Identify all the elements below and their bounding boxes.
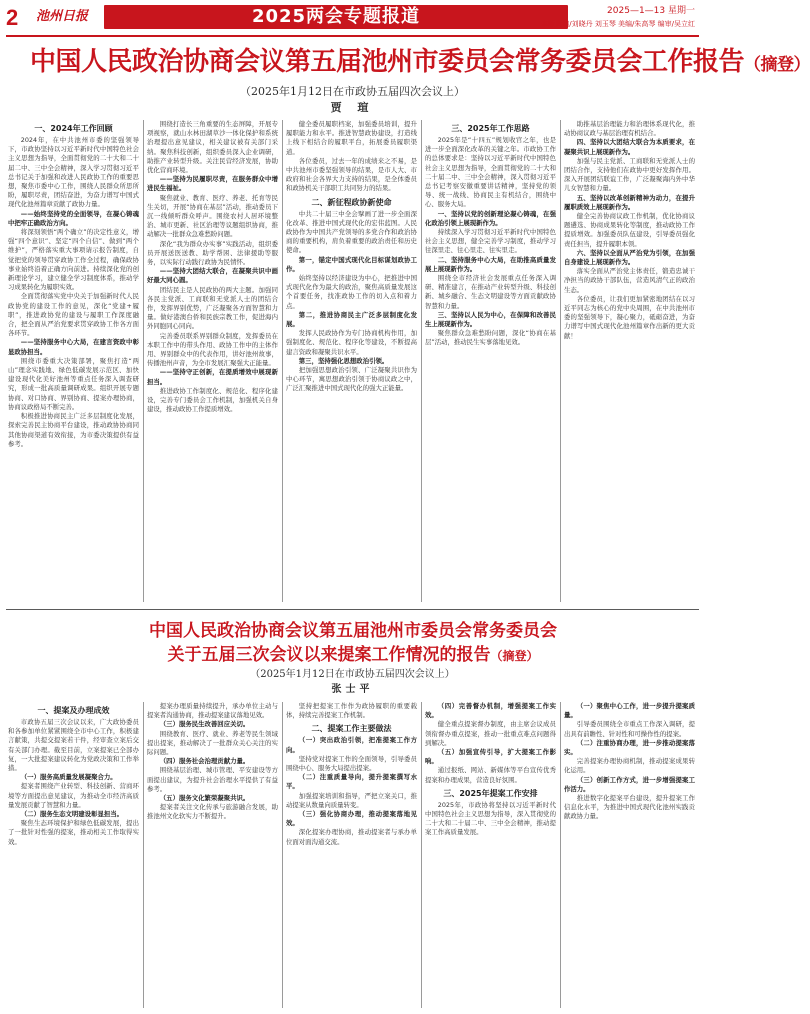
paragraph: 提案者围绕产业转型、科技创新、营商环境等方面提出意见建议，为推动全市经济高质量发展贡献了智慧和力量。	[8, 782, 139, 809]
subsection-heading: 三、坚持以人民为中心，在保障和改善民生上展现新作为。	[425, 310, 556, 329]
subsection-heading: （五）加强宣传引导，扩大提案工作影响。	[425, 748, 556, 766]
subsection-heading: （四）服务社会治理贡献力量。	[159, 757, 250, 766]
subsection-heading: （一）服务高质量发展凝聚合力。	[20, 773, 117, 782]
paragraph: 加强与民主党派、工商联和无党派人士的团结合作，支持他们在政协中更好发挥作用。深入开展团结联谊工作，广泛凝聚海内外中华儿女智慧和力量。	[564, 156, 695, 193]
article1-author: 贾 瑄	[330, 101, 375, 114]
article1-column-4	[425, 120, 556, 602]
section-heading: 一、提案及办理成效	[37, 706, 110, 715]
article1-title	[30, 44, 810, 80]
subsection-heading: 五、坚持以改革创新精神为动力，在提升履职质效上展现新作为。	[564, 193, 695, 211]
subsection-heading: （一）聚焦中心工作，进一步提升提案质量。	[564, 702, 695, 720]
paragraph: 深化提案办理协商，推动提案者与承办单位面对面沟通交流。	[286, 828, 417, 846]
paragraph: 团结民主是人民政协的两大主题。加强同各民主党派、工商联和无党派人士的团结合作，发挥界别优势，广泛凝聚各方面智慧和力量。做好港澳台侨和民族宗教工作，促进海内外同胞同心同向。	[147, 285, 278, 331]
paragraph: 健全重点提案督办制度，由主席会议成员领衔督办重点提案，推动一批重点难点问题得到解决。	[425, 720, 556, 747]
article2-subtitle: （2025年1月12日在市政协五届四次会议上）	[250, 669, 455, 680]
masthead	[0, 0, 705, 36]
column-rule	[143, 120, 144, 602]
subsection-heading: ——始终坚持党的全面领导，在凝心铸魂中把牢正确政治方向。	[8, 209, 139, 227]
paragraph: 聚焦就业、教育、医疗、养老、托育等民生关切，开展“协商在基层”活动，推动委员下沉一线倾听群众呼声。围绕农村人居环境整治、城市更新、社区治理等议题组织协商，推动解决一批群众急难愁盼问题。	[147, 193, 278, 239]
section-heading: 三、2025年工作思路	[451, 124, 530, 133]
section-heading: 一、2024年工作回顾	[34, 124, 113, 133]
paragraph: 将深刻领悟“两个确立”的决定性意义，增强“四个意识”、坚定“四个自信”、做到“两个维护”，严格落实重大事项请示报告制度，自觉把党的领导贯穿政协工作全过程，确保政协事业始终沿着正确方向前进。持续深化党的创新理论学习，建立健全学习制度体系，推动学习成果转化为履职实效。	[8, 228, 139, 292]
paragraph: 围绕打造长三角重要的生态屏障，开展专项视察，就山水林田湖草沙一体化保护和系统治理提出意见建议，相关建议被有关部门采纳。聚焦科技创新，组织委员深入企业调研，助推产业转型升级。关注民营经济发展，协助优化营商环境。	[147, 120, 278, 175]
special-report-banner	[104, 5, 568, 29]
subsection-heading: （五）服务文化繁荣凝聚共识。	[159, 794, 250, 803]
subsection-heading: （四）完善督办机制，增强提案工作实效。	[425, 702, 556, 720]
paragraph: 围绕全市经济社会发展重点任务深入调研、精准建言，在推动产业转型升级、科技创新、城乡融合、生态文明建设等方面贡献政协智慧和力量。	[425, 274, 556, 310]
article2-abstract-tag: （摘登）	[490, 649, 539, 663]
article2-title-line2: 关于五届三次会议以来提案工作情况的报告	[167, 645, 491, 665]
paragraph: 把加强思想政治引领、广泛凝聚共识作为中心环节，寓思想政治引领于协商议政之中，广泛汇聚推进中国式现代化的强大正能量。	[286, 366, 417, 393]
column-rule	[560, 702, 561, 1008]
article2-column-3	[286, 702, 417, 1008]
paragraph: 2025年是“十四五”规划收官之年，也是进一步全面深化改革的关键之年。市政协工作的总体要求是：坚持以习近平新时代中国特色社会主义思想为指导，全面贯彻党的二十大和二十届二中、三中全会精神，深入贯彻习近平总书记考察安徽重要讲话精神，坚持党的领导、统一战线、协商民主有机结合，围绕中心、服务大局。	[425, 136, 556, 209]
paragraph: 通过报纸、网站、新媒体等平台宣传优秀提案和办理成果，营造良好氛围。	[425, 766, 556, 784]
column-rule	[421, 120, 422, 602]
subsection-heading: （二）注重协商办理，进一步推动提案落实。	[564, 738, 695, 757]
paragraph: 坚持党对提案工作的全面领导，引导委员围绕中心、服务大局提出提案。	[286, 754, 417, 773]
article2-column-1	[8, 702, 139, 1008]
paragraph: 2025年，市政协将坚持以习近平新时代中国特色社会主义思想为指导，深入贯彻党的二十大和二十届二中、三中全会精神，推动提案工作高质量发展。	[425, 800, 556, 837]
paragraph: 提案者关注文化传承与旅游融合发展，助推池州文化软实力不断提升。	[147, 803, 278, 821]
subsection-heading: 一、坚持以党的创新理论凝心铸魂，在强化政治引领上展现新作为。	[425, 209, 556, 227]
subsection-heading: 二、坚持服务中心大局，在助推高质量发展上展现新作为。	[425, 255, 556, 273]
paragraph: 围绕基层治理、城市管理、平安建设等方面提出建议，为提升社会治理水平提供了有益参考。	[147, 766, 278, 793]
paragraph: 积极推进协商民主广泛多层制度化发展，探索完善民主协商平台建设，推动政协协商同其他协商渠道有效衔接，为市委决策提供有益参考。	[8, 412, 139, 448]
subsection-heading: （三）强化协商办理，推动提案落地见效。	[286, 810, 417, 828]
article1-column-5	[564, 120, 695, 602]
paragraph: 健全完善协商议政工作机制，优化协商议题遴选、协商成果转化等制度，推动政协工作提质增效。加强委员队伍建设，引导委员强化责任担当，提升履职本领。	[564, 212, 695, 248]
article2-column-5	[564, 702, 695, 1008]
paragraph: 加强提案培训和指导，严把立案关口，推动提案从数量向质量转变。	[286, 791, 417, 809]
paragraph: 各位委员，让我们更加紧密地团结在以习近平同志为核心的党中央周围，在中共池州市委的坚强领导下，凝心聚力，砥砺奋进，为奋力谱写中国式现代化池州篇章作出新的更大贡献！	[564, 294, 695, 340]
section-heading: 二、提案工作主要做法	[311, 724, 392, 734]
column-rule	[421, 702, 422, 1008]
article1-title-text: 中国人民政治协商会议第五届池州市委员会常务委员会工作报告	[30, 47, 745, 77]
subsection-heading: ——坚持守正创新，在提质增效中展现新担当。	[147, 368, 278, 386]
paragraph: 全面贯彻落实党中央关于加强新时代人民政协党的建设工作的意见，深化“党建+履职”，推进政协党的建设与履职工作深度融合，把全面从严治党要求贯穿政协工作各方面各环节。	[8, 292, 139, 338]
subsection-heading: （一）突出政治引领，把准提案工作方向。	[286, 736, 417, 754]
article2-title-line1: 中国人民政治协商会议第五届池州市委员会常务委员会	[149, 621, 557, 641]
column-rule	[282, 120, 283, 602]
paragraph: 聚焦群众急难愁盼问题，深化“协商在基层”活动，推动民生实事落地见效。	[425, 329, 556, 347]
subsection-heading: ——坚持服务中心大局，在建言资政中彰显政协担当。	[8, 338, 139, 356]
paragraph: 提案办理质量持续提升，承办单位主动与提案者沟通协商，推动提案建议落地见效。	[147, 702, 278, 720]
paragraph: 落实全面从严治党主体责任，锻造忠诚干净担当的政协干部队伍，营造风清气正的政治生态。	[564, 267, 695, 294]
column-rule	[282, 702, 283, 1008]
paragraph: 深化“我为群众办实事”实践活动，组织委员开展送医送教、助学帮困、法律援助等服务，以实际行动践行政协为民情怀。	[147, 239, 278, 267]
page-number: 2	[6, 5, 19, 30]
newspaper-logo: 池州日报	[36, 9, 89, 24]
subsection-heading: 六、坚持以全面从严治党为引领，在加强自身建设上展现新作为。	[564, 248, 695, 267]
article2-author: 张士平	[331, 684, 374, 695]
paragraph: 2024年，在中共池州市委的坚强领导下，市政协坚持以习近平新时代中国特色社会主义思想为指导，全面贯彻党的二十大和二十届二中、三中全会精神，深入学习贯彻习近平总书记关于加强和改进人民政协工作的重要思想，聚焦市委中心工作，围绕人民群众所思所盼，履职尽责，团结奋进，为奋力谱写中国式现代化池州篇章贡献了政协力量。	[8, 136, 139, 209]
article1-column-2	[147, 120, 278, 602]
subsection-heading: （三）服务民生改善回应关切。	[159, 720, 250, 729]
paragraph: 健全委员履职档案，加强委员培训，提升履职能力和水平。推进智慧政协建设，打造线上线下相结合的履职平台，拓展委员履职渠道。	[286, 120, 417, 156]
paragraph: 始终坚持以经济建设为中心，把推进中国式现代化作为最大的政治，聚焦高质量发展这个首要任务，找准政协工作的切入点和着力点。	[286, 274, 417, 310]
paragraph: 坚持把提案工作作为政协履职的重要载体，持续完善提案工作机制。	[286, 702, 417, 720]
paragraph: 发挥人民政协作为专门协商机构作用，加强制度化、规范化、程序化等建设，不断提高建言资政和凝聚共识水平。	[286, 329, 417, 356]
article1-abstract-tag: （摘登）	[744, 55, 810, 75]
article-divider	[6, 609, 699, 610]
article1-column-3	[286, 120, 417, 602]
paragraph: 持续深入学习贯彻习近平新时代中国特色社会主义思想，健全完善学习制度，推动学习往深里走、往心里走、往实里走。	[425, 228, 556, 255]
editor-credits: 本版责编/刘晓丹 刘玉琴 美编/朱高琴 编审/吴立红	[541, 20, 695, 28]
paragraph: 中共二十届三中全会擘画了进一步全面深化改革、推进中国式现代化的宏伟蓝图。人民政协作为中国共产党领导的多党合作和政治协商的重要机构，肩负着重要的政治责任和历史使命。	[286, 209, 417, 255]
subsection-heading: ——坚持大团结大联合，在凝聚共识中画好最大同心圆。	[147, 267, 278, 285]
article2-column-2	[147, 702, 278, 1008]
article2-title	[142, 619, 564, 667]
paragraph: 聚焦生态环境保护和绿色低碳发展，提出了一批针对性强的提案，推动相关工作取得实效。	[8, 819, 139, 846]
section-heading: 二、新征程政协新使命	[311, 197, 392, 207]
subsection-heading: 四、坚持以大团结大联合为本质要求，在凝聚共识上展现新作为。	[564, 138, 695, 156]
paragraph: 推进数字化提案平台建设，提升提案工作信息化水平，为推进中国式现代化池州实践贡献政协力量。	[564, 794, 695, 821]
column-rule	[143, 702, 144, 1008]
subsection-heading: （二）注重质量导向，提升提案撰写水平。	[286, 773, 417, 791]
paragraph: 围绕教育、医疗、就业、养老等民生领域提出提案，推动解决了一批群众关心关注的实际问题。	[147, 729, 278, 757]
paragraph: 各位委员，过去一年的成绩来之不易，是中共池州市委坚强领导的结果，是市人大、市政府和社会各界大力支持的结果，是全体委员和政协机关干部职工共同努力的结果。	[286, 156, 417, 193]
paragraph: 市政协五届三次会议以来，广大政协委员和各参加单位紧紧围绕全市中心工作，积极建言献策，共提交提案若干件，经审查立案后交有关部门办理。截至目前，立案提案已全部办复，一大批提案建议转化为党政决策和工作举措。	[8, 718, 139, 773]
subsection-heading: ——坚持为民履职尽责，在服务群众中增进民生福祉。	[147, 175, 278, 193]
paragraph: 助推基层治理能力和治理体系现代化，推动协商议政与基层治理有机结合。	[564, 120, 695, 138]
article1-subtitle: （2025年1月12日在市政协五届四次会议上）	[240, 85, 465, 98]
paragraph: 推进政协工作制度化、规范化、程序化建设，完善专门委员会工作机制，加强机关自身建设，推动政协工作提质增效。	[147, 386, 278, 414]
special-report-title: 2025两会专题报道	[251, 6, 421, 27]
header-divider	[6, 35, 699, 37]
article2-column-4	[425, 702, 556, 1008]
subsection-heading: （三）创新工作方式，进一步增强提案工作活力。	[564, 775, 695, 793]
section-heading: 三、2025年提案工作安排	[443, 788, 538, 798]
subsection-heading: 第三，坚持强化思想政治引领。	[298, 356, 389, 365]
paragraph: 引导委员围绕全市重点工作深入调研，提出具有前瞻性、针对性和可操作性的提案。	[564, 720, 695, 738]
paragraph: 完善委员联系界别群众制度，发挥委员在本职工作中的带头作用、政协工作中的主体作用、界别群众中的代表作用，讲好池州故事，传播池州声音，为全市发展汇聚强大正能量。	[147, 331, 278, 368]
paragraph: 完善提案办理协商机制，推动提案成果转化运用。	[564, 757, 695, 775]
paragraph: 围绕市委重大决策部署，聚焦打造“两山”理念实践地、绿色低碳发展示范区、加快建设现代化美好池州等重点任务深入调查研究，形成一批高质量调研成果。组织开展专题协商、对口协商、界别协商、提案办理协商，协商议政格局不断完善。	[8, 356, 139, 411]
subsection-heading: （二）服务生态文明建设彰显担当。	[20, 810, 124, 819]
issue-date: 2025—1—13 星期一	[607, 6, 695, 16]
subsection-heading: 第二，推进协商民主广泛多层制度化发展。	[286, 310, 417, 329]
article1-column-1	[8, 120, 139, 602]
subsection-heading: 第一，锚定中国式现代化目标谋划政协工作。	[286, 255, 417, 273]
column-rule	[560, 120, 561, 602]
